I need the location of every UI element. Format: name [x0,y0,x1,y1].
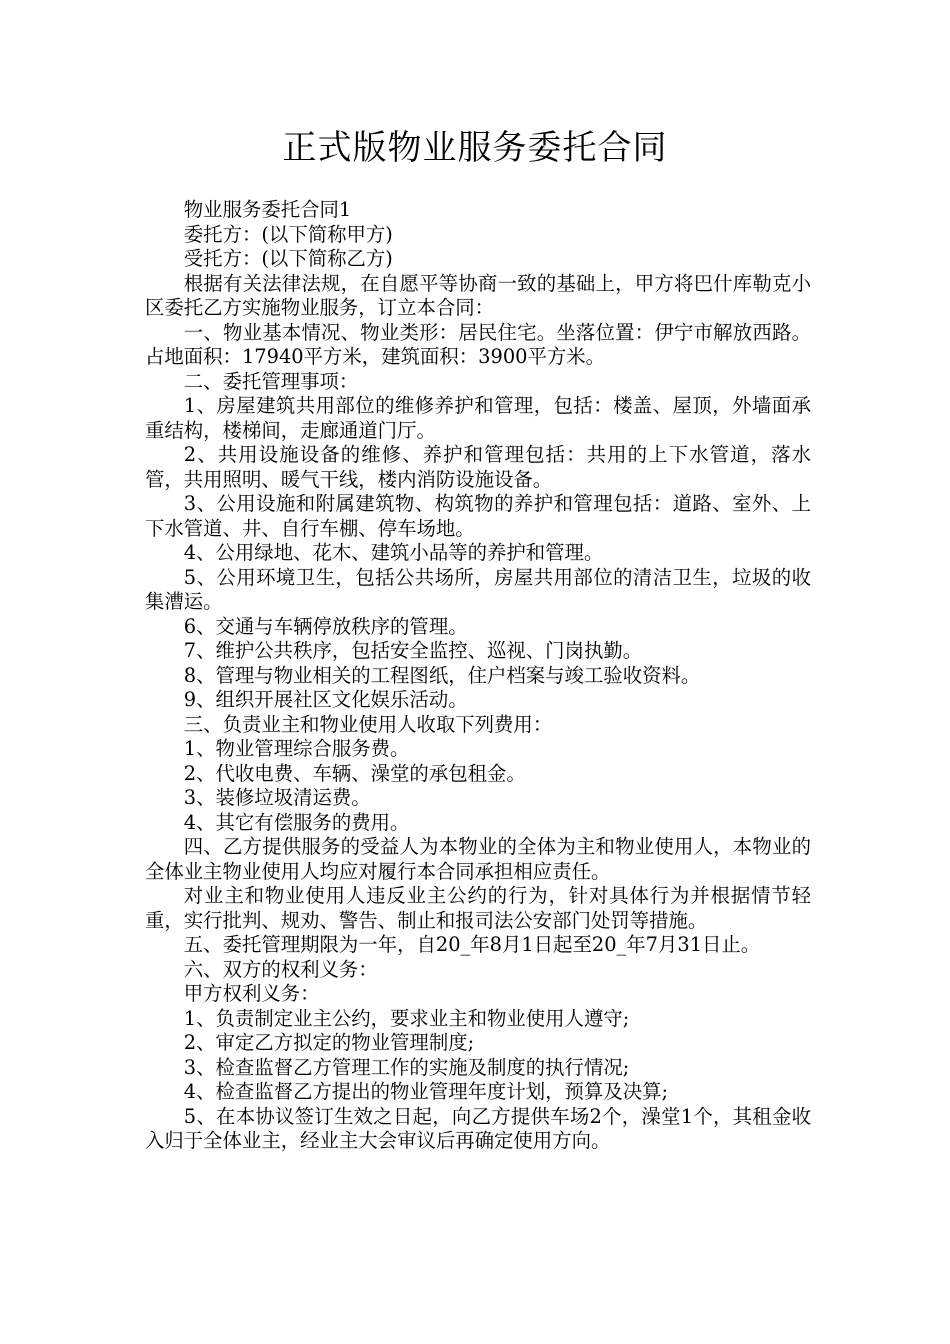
paragraph: 3、装修垃圾清运费。 [183,786,371,809]
paragraph: 8、管理与物业相关的工程图纸，住户档案与竣工验收资料。 [183,663,701,687]
paragraph: 4、公用绿地、花木、建筑小品等的养护和管理。 [183,541,604,564]
paragraph: 六、双方的权利义务： [183,957,378,981]
paragraph: 6、交通与车辆停放秩序的管理。 [183,614,468,638]
paragraph: 甲方权利义务： [183,982,320,1005]
paragraph: 委托方：(以下简称甲方) [183,222,393,246]
paragraph: 4、检查监督乙方提出的物业管理年度计划，预算及决算; [183,1080,669,1103]
paragraph: 对业主和物业使用人违反业主公约的行为，针对具体行为并根据情节轻重，实行批判、规劝、警告、制止和报司法公安部门处罚等措施。 [145,884,811,932]
paragraph: 3、公用设施和附属建筑物、构筑物的养护和管理包括：道路、室外、上下水管道、井、自行车棚、停车场地。 [145,492,811,540]
paragraph: 1、物业管理综合服务费。 [183,737,410,760]
paragraph: 5、公用环境卫生，包括公共场所，房屋共用部位的清洁卫生，垃圾的收集漕运。 [145,565,811,613]
paragraph: 物业服务委托合同1 [183,198,352,221]
paragraph: 5、在本协议签订生效之日起，向乙方提供车场2个，澡堂1个，其租金收入归于全体业主，经业主大会审议后再确定使用方向。 [145,1104,811,1152]
paragraph: 受托方：(以下简称乙方) [183,247,393,270]
paragraph: 4、其它有偿服务的费用。 [183,810,410,834]
paragraph: 1、负责制定业主公约，要求业主和物业使用人遵守; [183,1006,630,1030]
paragraph: 1、房屋建筑共用部位的维修养护和管理，包括：楼盖、屋顶，外墙面承重结构，楼梯间，走廊通道门厅。 [145,394,811,442]
paragraph: 2、共用设施设备的维修、养护和管理包括：共用的上下水管道，落水管，共用照明、暖气干线，楼内消防设施设备。 [145,443,811,491]
paragraph: 四、乙方提供服务的受益人为本物业的全体为主和物业使用人，本物业的全体业主物业使用人均应对履行本合同承担相应责任。 [145,835,811,883]
paragraph: 一、物业基本情况、物业类形：居民住宅。坐落位置：伊宁市解放西路。占地面积：17940平方米，建筑面积：3900平方米。 [145,320,811,368]
document-body [145,198,811,1154]
paragraph: 2、审定乙方拟定的物业管理制度; [183,1031,475,1054]
paragraph: 五、委托管理期限为一年，自20_年8月1日起至20_年7月31日止。 [183,933,761,956]
document-title: 正式版物业服务委托合同 [282,128,668,168]
paragraph: 2、代收电费、车辆、澡堂的承包租金。 [183,761,526,785]
paragraph: 9、组织开展社区文化娱乐活动。 [183,688,468,711]
paragraph: 三、负责业主和物业使用人收取下列费用： [183,712,553,736]
paragraph: 7、维护公共秩序，包括安全监控、巡视、门岗执勤。 [183,639,643,662]
paragraph: 根据有关法律法规，在自愿平等协商一致的基础上，甲方将巴什库勒克小区委托乙方实施物业服务，订立本合同： [145,271,811,319]
paragraph: 3、检查监督乙方管理工作的实施及制度的执行情况; [183,1055,630,1079]
paragraph: 二、委托管理事项： [183,369,359,393]
